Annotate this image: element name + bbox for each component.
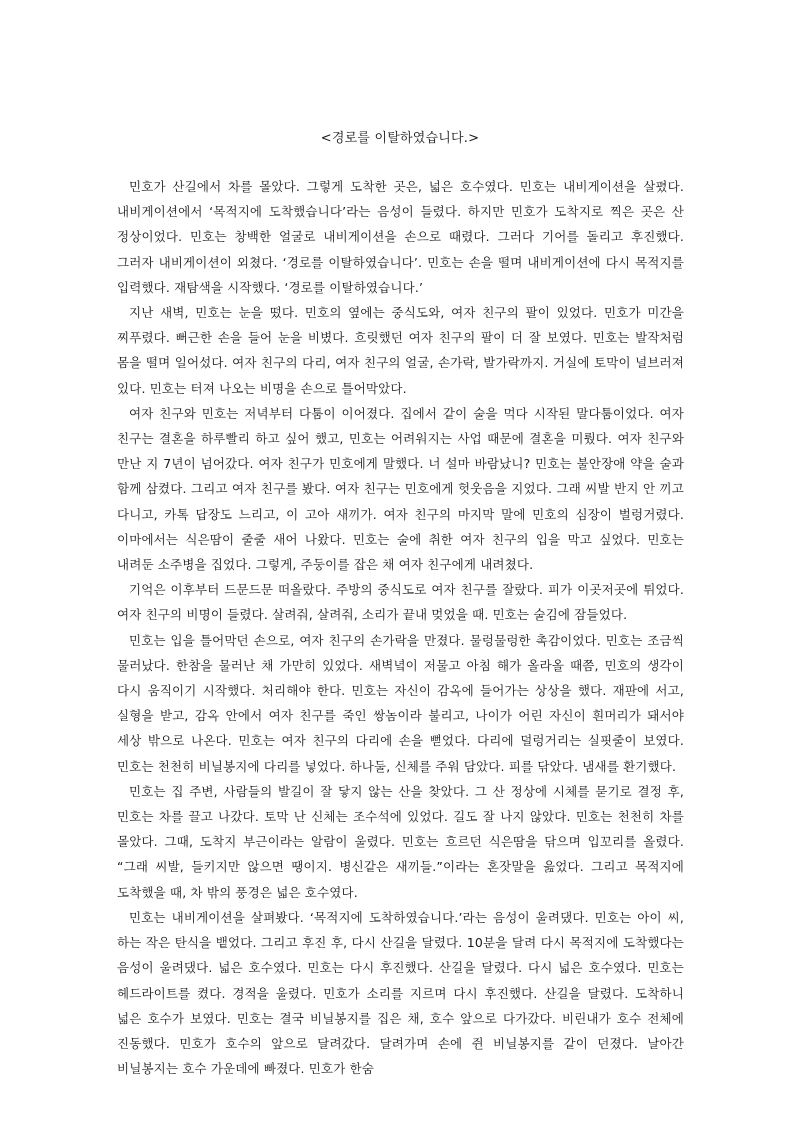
paragraph: 민호는 내비게이션을 살펴봤다. ‘목적지에 도착하였습니다.’라는 음성이 울려댔다. 민호는 아이 씨, 하는 작은 탄식을 뱉었다. 그리고 후진 후, 다시 산길을 달렸다. 10분을 달려 다시 목적지에 도착했다는 음성이 울려댔다. 넓은 호수였다. 민호는 다시 후진했다. 산길을 달렸다. 다시 넓은 호수였다. 민호는 헤드라이트를 켰다. 경적을 울렸다. 민호가 소리를 지르며 다시 후진했다. 산길을 달렸다. 도착하니 넓은 호수가 보였다. 민호는 결국 비닐봉지를 집은 채, 호수 앞으로 다가갔다. 비린내가 호수 전체에 진동했다. 민호가 호수의 앞으로 달려갔다. 달려가며 손에 쥔 비닐봉지를 같이 던졌다. 날아간 비닐봉지는 호수 가운데에 빠졌다. 민호가 한숨 xyxy=(117,909,684,1077)
paragraph: 민호는 입을 틀어막던 손으로, 여자 친구의 손가락을 만졌다. 물렁물렁한 촉감이었다. 민호는 조금씩 물러났다. 한참을 물러난 채 가만히 있었다. 새벽녘이 저물고 아침 해가 올라올 때쯤, 민호의 생각이 다시 움직이기 시작했다. 처리해야 한다. 민호는 자신이 감옥에 들어가는 상상을 했다. 재판에 서고, 실형을 받고, 감옥 안에서 여자 친구를 죽인 쌍놈이라 불리고, 나이가 어린 자신이 흰머리가 돼서야 세상 밖으로 나온다. 민호는 여자 친구의 다리에 손을 뻗었다. 다리에 덜렁거리는 실핏줄이 보였다. 민호는 천천히 비닐봉지에 다리를 넣었다. 하나둘, 신체를 주워 담았다. 피를 닦았다. 냄새를 환기했다. xyxy=(117,632,684,774)
paragraph: 기억은 이후부터 드문드문 떠올랐다. 주방의 중식도로 여자 친구를 잘랐다. 피가 이곳저곳에 튀었다. 여자 친구의 비명이 들렸다. 살려줘, 살려줘, 소리가 끝내 멎었을 때. 민호는 술김에 잠들었다. xyxy=(117,582,684,623)
document-body xyxy=(117,174,684,1081)
paragraph: 여자 친구와 민호는 저녁부터 다툼이 이어졌다. 집에서 같이 술을 먹다 시작된 말다툼이었다. 여자 친구는 결혼을 하루빨리 하고 싶어 했고, 민호는 어려워지는 사업 때문에 결혼을 미뤘다. 여자 친구와 만난 지 7년이 넘어갔다. 여자 친구가 민호에게 말했다. 너 설마 바람났니? 민호는 불안장애 약을 술과 함께 삼켰다. 그리고 여자 친구를 봤다. 여자 친구는 민호에게 헛웃음을 지었다. 그래 씨발 반지 안 끼고 다니고, 카톡 답장도 느리고, 이 고아 새끼가. 여자 친구의 마지막 말에 민호의 심장이 벌렁거렸다. 이마에서는 식은땀이 줄줄 새어 나왔다. 민호는 술에 취한 여자 친구의 입을 막고 싶었다. 민호는 내려둔 소주병을 집었다. 그렇게, 주둥이를 잡은 채 여자 친구에게 내려쳤다. xyxy=(117,405,684,573)
paragraph: 지난 새벽, 민호는 눈을 떴다. 민호의 옆에는 중식도와, 여자 친구의 팔이 있었다. 민호가 미간을 찌푸렸다. 뻐근한 손을 들어 눈을 비볐다. 흐릿했던 여자 친구의 팔이 더 잘 보였다. 민호는 발작처럼 몸을 떨며 일어섰다. 여자 친구의 다리, 여자 친구의 얼굴, 손가락, 발가락까지. 거실에 토막이 널브러져 있다. 민호는 터져 나오는 비명을 손으로 틀어막았다. xyxy=(117,305,684,396)
paragraph: 민호는 집 주변, 사람들의 발길이 잘 닿지 않는 산을 찾았다. 그 산 정상에 시체를 묻기로 결정 후, 민호는 차를 끌고 나갔다. 토막 난 신체는 조수석에 있었다. 길도 잘 나지 않았다. 민호는 천천히 차를 몰았다. 그때, 도착지 부근이라는 알람이 울렸다. 민호는 흐르던 식은땀을 닦으며 입꼬리를 올렸다. “그래 씨발, 들키지만 않으면 땡이지. 병신같은 새끼들.”이라는 혼잣말을 읊었다. 그리고 목적지에 도착했을 때, 차 밖의 풍경은 넓은 호수였다. xyxy=(117,783,684,900)
paragraph: 민호가 산길에서 차를 몰았다. 그렇게 도착한 곳은, 넓은 호수였다. 민호는 내비게이션을 살폈다. 내비게이션에서 ‘목적지에 도착했습니다’라는 음성이 들렸다. 하지만 민호가 도착지로 찍은 곳은 산 정상이었다. 민호는 창백한 얼굴로 내비게이션을 손으로 때렸다. 그러다 기어를 돌리고 후진했다. 그러자 내비게이션이 외쳤다. ‘경로를 이탈하였습니다’. 민호는 손을 떨며 내비게이션에 다시 목적지를 입력했다. 재탐색을 시작했다. ‘경로를 이탈하였습니다.’ xyxy=(117,179,684,295)
document-title: <경로를 이탈하였습니다.> xyxy=(320,131,480,146)
